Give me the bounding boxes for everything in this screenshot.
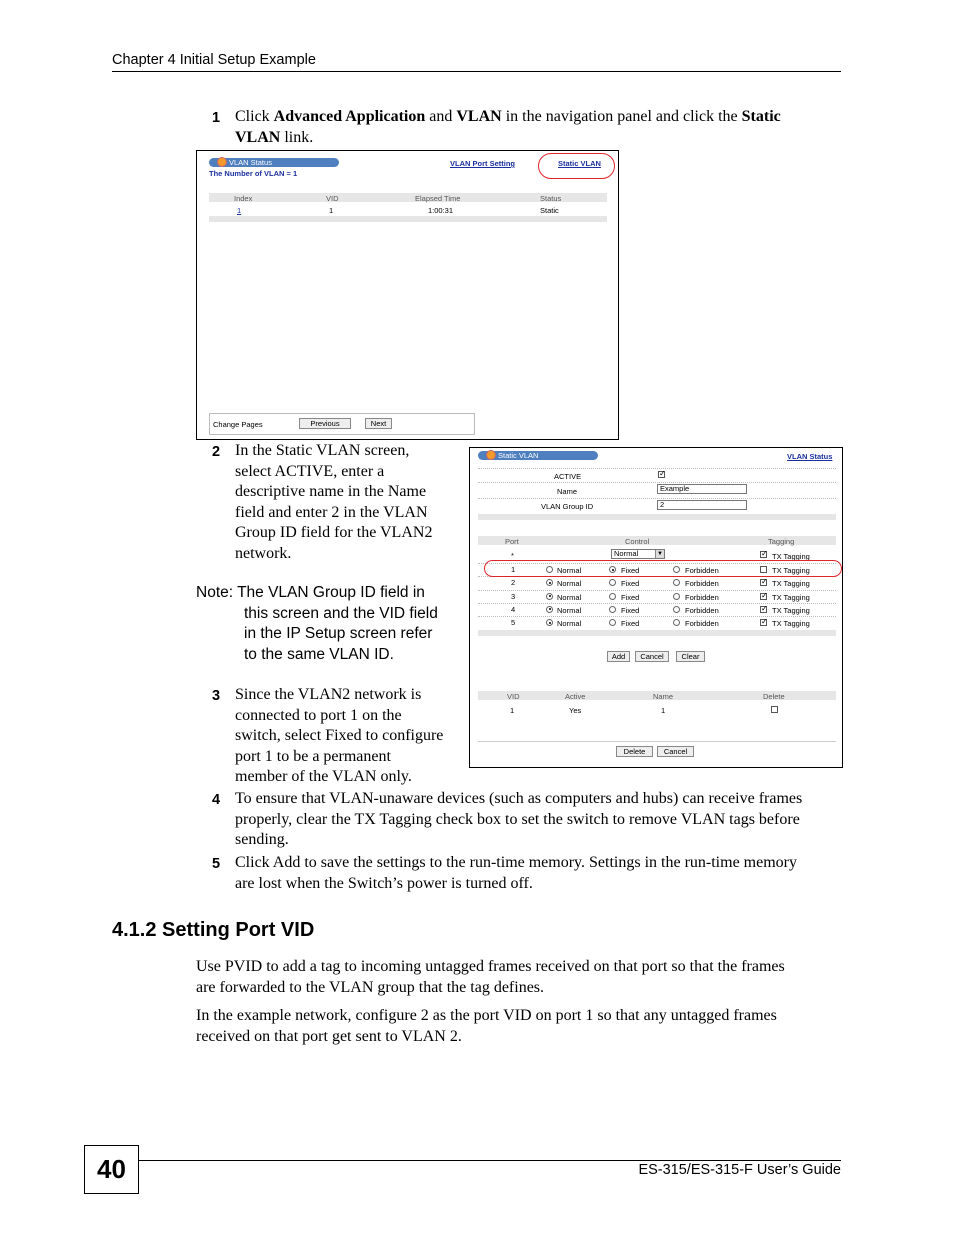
note-block bbox=[196, 583, 461, 665]
text-line: Since the VLAN2 network is bbox=[235, 686, 422, 703]
text-line: field and enter 2 in the VLAN bbox=[235, 503, 428, 521]
normal-label: Normal bbox=[557, 605, 582, 615]
footer-rule bbox=[139, 1160, 841, 1161]
text-line: member of the VLAN only. bbox=[235, 768, 412, 785]
step-text bbox=[235, 789, 842, 851]
step-text bbox=[235, 107, 842, 148]
cancel-list-button[interactable]: Cancel bbox=[657, 746, 694, 757]
vlan-status-screenshot bbox=[196, 150, 619, 440]
bullet-icon bbox=[486, 450, 496, 460]
cancel-button[interactable]: Cancel bbox=[635, 651, 669, 662]
vlan-port-setting-link[interactable]: VLAN Port Setting bbox=[450, 159, 515, 168]
col-index: Index bbox=[234, 194, 253, 203]
forbidden-label: Forbidden bbox=[685, 619, 719, 629]
check-icon: ✓ bbox=[761, 617, 768, 627]
vlan-group-id-field[interactable]: 2 bbox=[657, 500, 747, 510]
delete-checkbox[interactable] bbox=[771, 706, 778, 713]
fixed-label: Fixed bbox=[621, 566, 640, 575]
text-run: Click bbox=[235, 108, 274, 125]
text-line: network. bbox=[235, 544, 292, 562]
port-number: 3 bbox=[511, 591, 516, 601]
tx-tagging-label: TX Tagging bbox=[772, 605, 810, 615]
text-line: connected to port 1 on the bbox=[235, 706, 402, 724]
note-line: in the IP Setup screen refer bbox=[244, 625, 433, 642]
text-line: sending. bbox=[235, 831, 289, 848]
list-vid: 1 bbox=[510, 706, 515, 715]
section-footer bbox=[478, 514, 836, 520]
text-line: Click Add to save the settings to the run-time memory. Settings in the run-time memory bbox=[235, 854, 797, 871]
text-line: properly, clear the TX Tagging check box to set the switch to remove VLAN tags before bbox=[235, 810, 800, 828]
text-line: To ensure that VLAN-unaware devices (such as computers and hubs) can receive frames bbox=[235, 790, 803, 807]
text-line: are lost when the Switch’s power is turned off. bbox=[235, 874, 533, 892]
port-number: 5 bbox=[511, 618, 516, 628]
forbidden-label: Forbidden bbox=[685, 579, 719, 589]
delete-button[interactable]: Delete bbox=[616, 746, 653, 757]
col-vid: VID bbox=[326, 194, 339, 203]
text-line: descriptive name in the Name bbox=[235, 483, 427, 500]
separator bbox=[478, 482, 836, 483]
text-line: Use PVID to add a tag to incoming untagged frames received on that port so that the frames bbox=[196, 958, 785, 975]
separator bbox=[478, 498, 836, 499]
forbidden-label: Forbidden bbox=[685, 605, 719, 615]
vlan-group-id-label: VLAN Group ID bbox=[541, 502, 594, 511]
col-delete: Delete bbox=[763, 692, 785, 701]
static-vlan-title bbox=[478, 451, 598, 460]
list-name: 1 bbox=[661, 706, 666, 715]
tx-tagging-checkbox[interactable] bbox=[760, 590, 768, 600]
text-run: link. bbox=[280, 128, 314, 146]
normal-radio[interactable] bbox=[546, 579, 553, 586]
row-separator bbox=[478, 616, 836, 617]
check-icon: ✓ bbox=[761, 590, 768, 600]
change-pages-label: Change Pages bbox=[213, 420, 263, 429]
fixed-radio[interactable] bbox=[609, 593, 616, 600]
vlan-count: The Number of VLAN = 1 bbox=[209, 169, 298, 178]
static-vlan-link[interactable]: Static VLAN bbox=[558, 159, 601, 168]
next-button[interactable]: Next bbox=[365, 418, 392, 429]
row-separator bbox=[478, 603, 836, 604]
col-elapsed: Elapsed Time bbox=[415, 194, 461, 203]
forbidden-label: Forbidden bbox=[685, 592, 719, 602]
fixed-radio[interactable] bbox=[609, 606, 616, 613]
fixed-radio[interactable] bbox=[609, 579, 616, 586]
fixed-label: Fixed bbox=[621, 592, 640, 602]
separator bbox=[478, 468, 836, 469]
forbidden-radio[interactable] bbox=[673, 606, 680, 613]
step-text bbox=[235, 685, 465, 788]
row-status: Static bbox=[540, 206, 559, 215]
page-number: 40 bbox=[84, 1145, 139, 1194]
forbidden-radio[interactable] bbox=[673, 619, 680, 626]
row-separator bbox=[478, 590, 836, 591]
header-rule bbox=[112, 71, 841, 72]
select-value: Normal bbox=[614, 549, 639, 558]
fixed-radio[interactable] bbox=[609, 619, 616, 626]
text-bold: VLAN bbox=[235, 128, 281, 146]
step-text bbox=[235, 853, 842, 894]
highlight-port-1 bbox=[484, 560, 842, 577]
note-line: this screen and the VID field bbox=[244, 604, 438, 622]
port-number: 1 bbox=[511, 565, 516, 574]
fixed-label: Fixed bbox=[621, 619, 640, 629]
text-bold: VLAN bbox=[456, 108, 502, 125]
previous-button[interactable]: Previous bbox=[299, 418, 351, 429]
text-line: select ACTIVE, enter a bbox=[235, 462, 385, 480]
text-line: In the Static VLAN screen, bbox=[235, 442, 410, 459]
port-number: 4 bbox=[511, 604, 516, 614]
port-number: 2 bbox=[511, 578, 516, 588]
col-port: Port bbox=[505, 537, 519, 546]
guide-title: ES-315/ES-315-F User’s Guide bbox=[638, 1162, 841, 1178]
text-line: switch, select Fixed to configure bbox=[235, 727, 444, 744]
chapter-header: Chapter 4 Initial Setup Example bbox=[112, 52, 316, 68]
col-tagging: Tagging bbox=[768, 537, 795, 546]
tx-tagging-label: TX Tagging bbox=[772, 579, 810, 589]
paragraph-1 bbox=[196, 957, 841, 998]
step-number: 5 bbox=[212, 856, 221, 872]
port-table-footer bbox=[478, 630, 836, 636]
text-bold: Static bbox=[741, 108, 781, 125]
name-label: Name bbox=[557, 487, 578, 496]
normal-label: Normal bbox=[557, 579, 582, 589]
text-bold: Advanced Application bbox=[273, 108, 426, 125]
tx-tagging-all-checkbox[interactable]: ✓ bbox=[761, 549, 768, 558]
col-name: Name bbox=[653, 692, 674, 701]
text-line: received on that port get sent to VLAN 2. bbox=[196, 1027, 462, 1045]
list-active: Yes bbox=[569, 706, 582, 715]
tx-tagging-checkbox[interactable] bbox=[760, 619, 767, 626]
forbidden-radio[interactable] bbox=[673, 593, 680, 600]
tx-tagging-label: TX Tagging bbox=[772, 566, 810, 575]
step-number: 2 bbox=[212, 444, 221, 460]
col-status: Status bbox=[540, 194, 562, 203]
step-number: 4 bbox=[212, 792, 221, 808]
title-text: VLAN Status bbox=[229, 158, 272, 167]
chevron-down-icon: ▼ bbox=[655, 550, 664, 558]
active-checkbox[interactable]: ✓ bbox=[659, 469, 666, 478]
static-vlan-screenshot bbox=[469, 447, 843, 768]
fixed-label: Fixed bbox=[621, 605, 640, 615]
row-vid: 1 bbox=[329, 206, 334, 215]
separator bbox=[478, 741, 836, 742]
step-number: 1 bbox=[212, 110, 221, 126]
port-star: * bbox=[511, 551, 514, 560]
vlan-status-link[interactable]: VLAN Status bbox=[787, 452, 833, 461]
normal-label: Normal bbox=[557, 619, 582, 629]
text-line: port 1 to be a permanent bbox=[235, 747, 391, 765]
tx-tagging-label: TX Tagging bbox=[772, 619, 810, 629]
text-line: Group ID field for the VLAN2 bbox=[235, 524, 433, 541]
text-line: are forwarded to the VLAN group that the tag defines. bbox=[196, 978, 545, 996]
bullet-icon bbox=[217, 157, 227, 167]
check-icon: ✓ bbox=[761, 603, 768, 613]
col-active: Active bbox=[565, 692, 586, 701]
row-elapsed: 1:00:31 bbox=[428, 206, 454, 215]
clear-button[interactable]: Clear bbox=[676, 651, 705, 662]
forbidden-radio[interactable] bbox=[673, 579, 680, 586]
tx-tagging-checkbox[interactable] bbox=[760, 603, 768, 613]
tx-tagging-label: TX Tagging bbox=[772, 552, 810, 561]
normal-label: Normal bbox=[557, 592, 582, 602]
tx-tagging-checkbox[interactable] bbox=[760, 579, 767, 586]
control-all-select[interactable] bbox=[611, 549, 665, 559]
step-number: 3 bbox=[212, 688, 221, 704]
normal-radio[interactable] bbox=[546, 593, 553, 600]
fixed-label: Fixed bbox=[621, 579, 640, 589]
col-control: Control bbox=[625, 537, 650, 546]
check-icon: ✓ bbox=[761, 577, 768, 587]
vlan-status-title bbox=[209, 158, 339, 167]
title-text: Static VLAN bbox=[498, 451, 539, 460]
row-index-link[interactable]: 1 bbox=[237, 206, 242, 215]
text-run: and bbox=[425, 108, 457, 125]
step-text bbox=[235, 441, 465, 564]
tx-tagging-label: TX Tagging bbox=[772, 592, 810, 602]
normal-radio[interactable] bbox=[546, 619, 553, 626]
active-label: ACTIVE bbox=[554, 472, 582, 481]
paragraph-2 bbox=[196, 1006, 841, 1047]
note-line: Note: The VLAN Group ID field in bbox=[196, 584, 425, 601]
text-line: In the example network, configure 2 as the port VID on port 1 so that any untagged frames bbox=[196, 1007, 777, 1024]
col-vid: VID bbox=[507, 692, 520, 701]
add-button[interactable]: Add bbox=[607, 651, 630, 662]
normal-radio[interactable] bbox=[546, 606, 553, 613]
name-field[interactable]: Example bbox=[657, 484, 747, 494]
text-run: in the navigation panel and click the bbox=[501, 108, 742, 125]
normal-label: Normal bbox=[557, 566, 582, 575]
note-line: to the same VLAN ID. bbox=[244, 645, 394, 663]
forbidden-label: Forbidden bbox=[685, 566, 719, 575]
table-footer bbox=[209, 216, 607, 222]
section-heading: 4.1.2 Setting Port VID bbox=[112, 919, 315, 941]
